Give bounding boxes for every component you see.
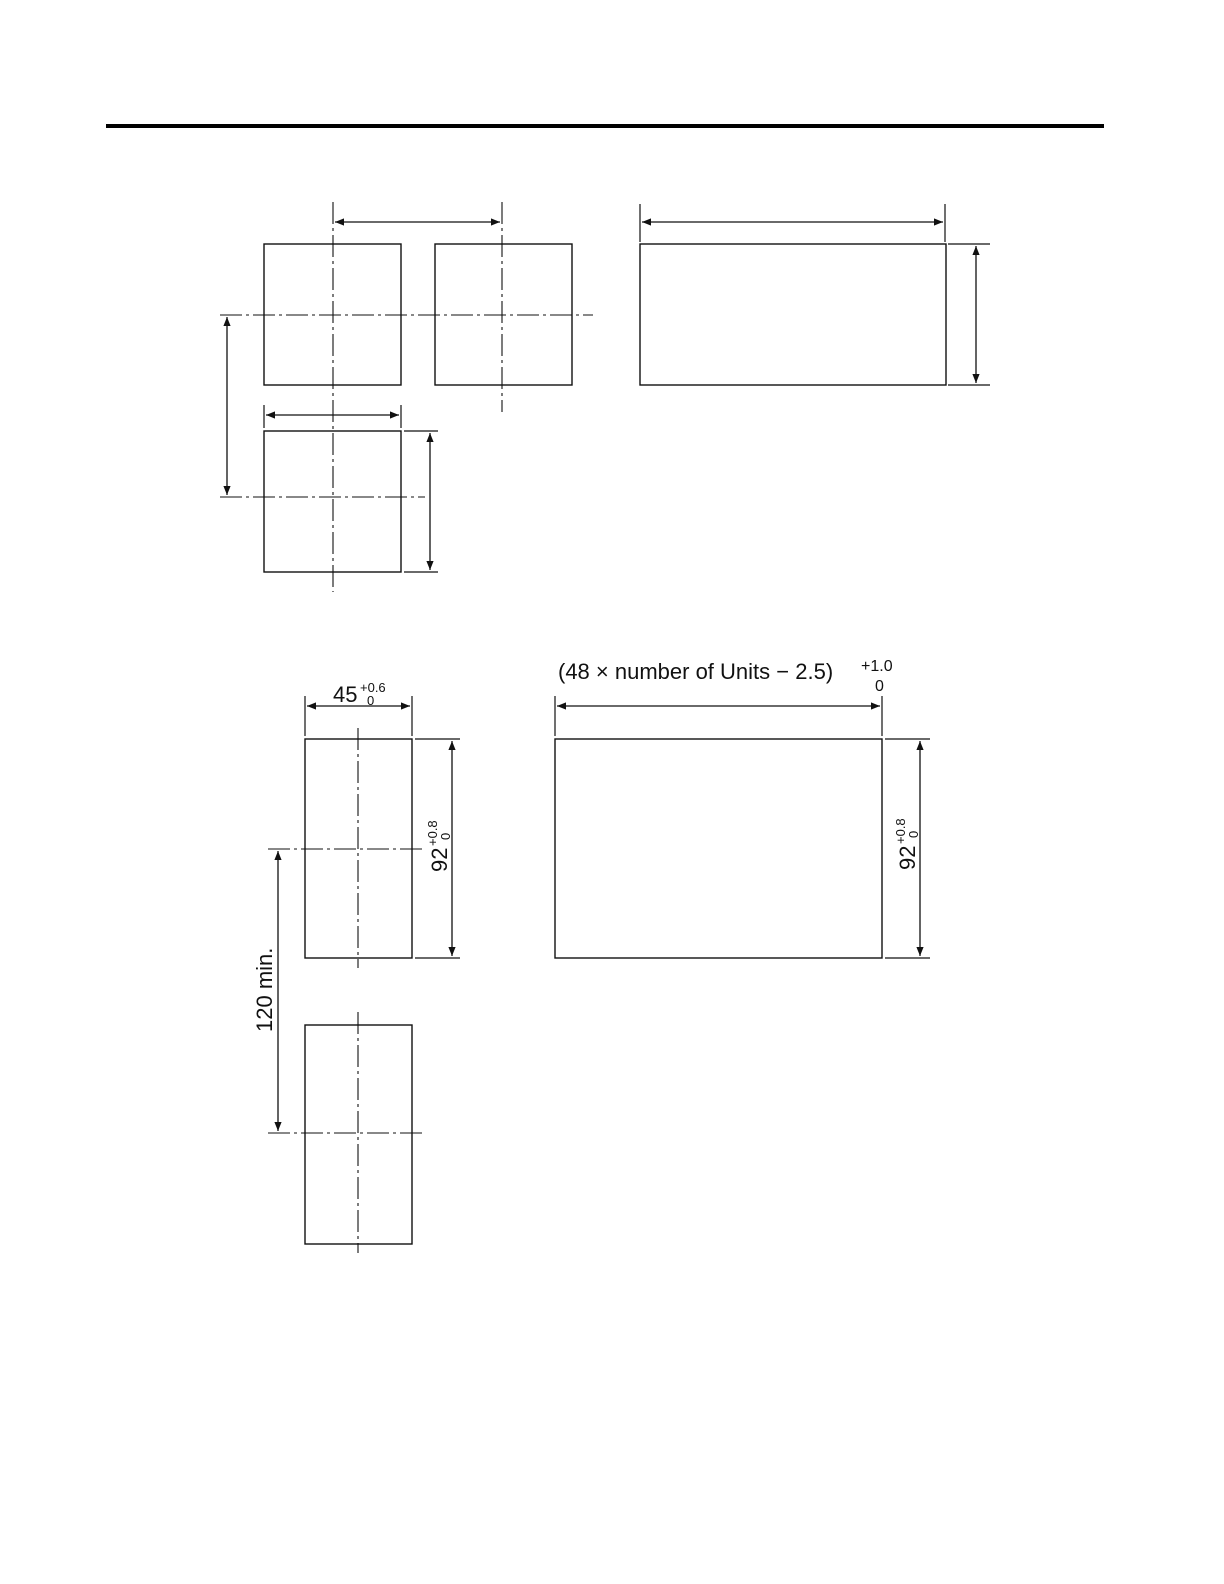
figure-1 (220, 202, 990, 592)
cutout-gang-mounting (555, 739, 882, 958)
height-label-left (425, 820, 453, 872)
spacing-label: 120 min. (252, 947, 277, 1032)
cutout-gang (640, 244, 946, 385)
height-label-left-lower-tol: 0 (438, 832, 453, 840)
gang-width-label-upper-tol: +1.0 (861, 658, 893, 675)
height-label-left-upper-tol: +0.8 (425, 820, 440, 846)
gang-width-label-lower-tol: 0 (875, 678, 884, 695)
width-label (333, 680, 386, 708)
gang-width-label-text: (48 × number of Units − 2.5) (558, 659, 834, 684)
height-label-right-upper-tol: +0.8 (893, 818, 908, 844)
figure-2 (252, 658, 930, 1253)
width-label-lower-tol: 0 (367, 693, 375, 708)
width-label-upper-tol: +0.6 (360, 680, 386, 695)
height-label-right-base: 92 (895, 845, 920, 870)
height-label-left-base: 92 (427, 847, 452, 872)
height-label-right (893, 818, 921, 870)
width-label-base: 45 (333, 682, 358, 707)
gang-width-label (558, 658, 893, 695)
height-label-right-lower-tol: 0 (906, 830, 921, 838)
